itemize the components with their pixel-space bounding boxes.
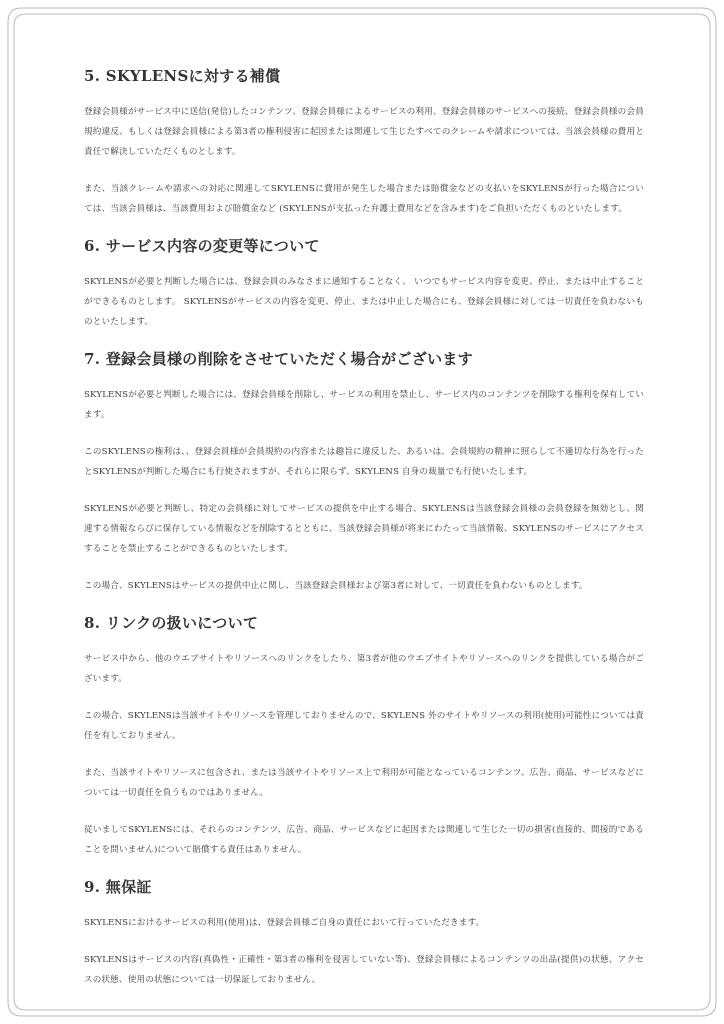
section-paragraph: この場合、SKYLENSは当該サイトやリソースを管理しておりませんので、SKYLENS 外のサイトやリソースの利用(使用)可能性については責任を有しておりません。: [84, 711, 644, 741]
section-paragraph: サービス中から、他のウエブサイトやリソースへのリンクをしたり、第3者が他のウエブサイトやリソースへのリンクを提供している場合がございます。: [84, 654, 644, 684]
section-paragraph: 従いましてSKYLENSには、それらのコンテンツ、広告、商品、サービスなどに起因または関連して生じた一切の損害(直接的、間接的であることを問いません)について賠償する責任はありません。: [84, 825, 645, 855]
section-paragraph: このSKYLENSの権利は、、登録会員様が会員規約の内容または趣旨に違反した、あるいは、会員規約の精神に照らして不適切な行為を行ったとSKYLENSが判断した場合にも行使されますが、それらに限らず、SKYLENS 自身の裁量でも行使いたします。: [84, 447, 644, 477]
section-heading: 6. サービス内容の変更等について: [84, 237, 320, 255]
section-7-member-deletion: [84, 349, 644, 596]
section-heading: 5. SKYLENSに対する補償: [84, 67, 281, 85]
section-paragraph: SKYLENSが必要と判断した場合には、登録会員様を削除し、サービスの利用を禁止し、サービス内のコンテンツを削除する権利を保有しています。: [84, 390, 644, 420]
section-paragraph: SKYLENSにおけるサービスの利用(使用)は、登録会員様ご自身の責任において行っていただきます。: [84, 918, 485, 928]
section-paragraph: また、当該クレームや請求への対応に関連してSKYLENSに費用が発生した場合または賠償金などの支払いをSKYLENSが行った場合については、当該会員様は、当該費用および賠償金など (SKYLENSが支払った弁護士費用などを含みます)をご負担いただくものといたします。: [84, 184, 644, 214]
terms-document: [84, 66, 644, 1007]
section-paragraph: この場合、SKYLENSはサービスの提供中止に関し、当該登録会員様および第3者に対して、一切責任を負わないものとします。: [84, 581, 588, 591]
section-heading: 8. リンクの扱いについて: [84, 614, 259, 632]
section-paragraph: SKYLENSはサービスの内容(真偽性・正確性・第3者の権利を侵害していない等)、登録会員様によるコンテンツの出品(提供)の状態、アクセスの状態、使用の状態については一切保証しておりません。: [84, 955, 644, 985]
section-heading: 7. 登録会員様の削除をさせていただく場合がございます: [84, 350, 473, 368]
section-paragraph: SKYLENSが必要と判断し、特定の会員様に対してサービスの提供を中止する場合、SKYLENSは当該登録会員様の会員登録を無効とし、関連する情報ならびに保存している情報などを削除するとともに、当該登録会員様が将来にわたって当該情報、SKYLENSのサービスにアクセスすることを禁止することができるものといたします。: [84, 504, 644, 554]
section-8-links: [84, 613, 644, 860]
section-6-service-changes: [84, 236, 644, 332]
section-5-compensation: [84, 66, 644, 219]
section-paragraph: SKYLENSが必要と判断した場合には、登録会員のみなさまに通知することなく、 いつでもサービス内容を変更、停止、または中止することができるものとします。 SKYLENSがサービスの内容を変更、停止、または中止した場合にも、登録会員様に対しては一切責任を負わないものといたします。: [84, 277, 644, 327]
section-9-no-warranty: [84, 877, 644, 990]
section-paragraph: また、当該サイトやリソースに包含され、または当該サイトやリソース上で利用が可能となっているコンテンツ、広告、商品、サービスなどについては一切責任を負うものではありません。: [84, 768, 644, 798]
section-paragraph: 登録会員様がサービス中に送信(発信)したコンテンツ、登録会員様によるサービスの利用、登録会員様のサービスへの接続、登録会員様の会員規約違反、もしくは登録会員様による第3者の権利侵害に起因または関連して生じたすべてのクレームや請求については、当該会員様の費用と責任で解決していただくものとします。: [84, 107, 644, 157]
section-heading: 9. 無保証: [84, 878, 152, 896]
